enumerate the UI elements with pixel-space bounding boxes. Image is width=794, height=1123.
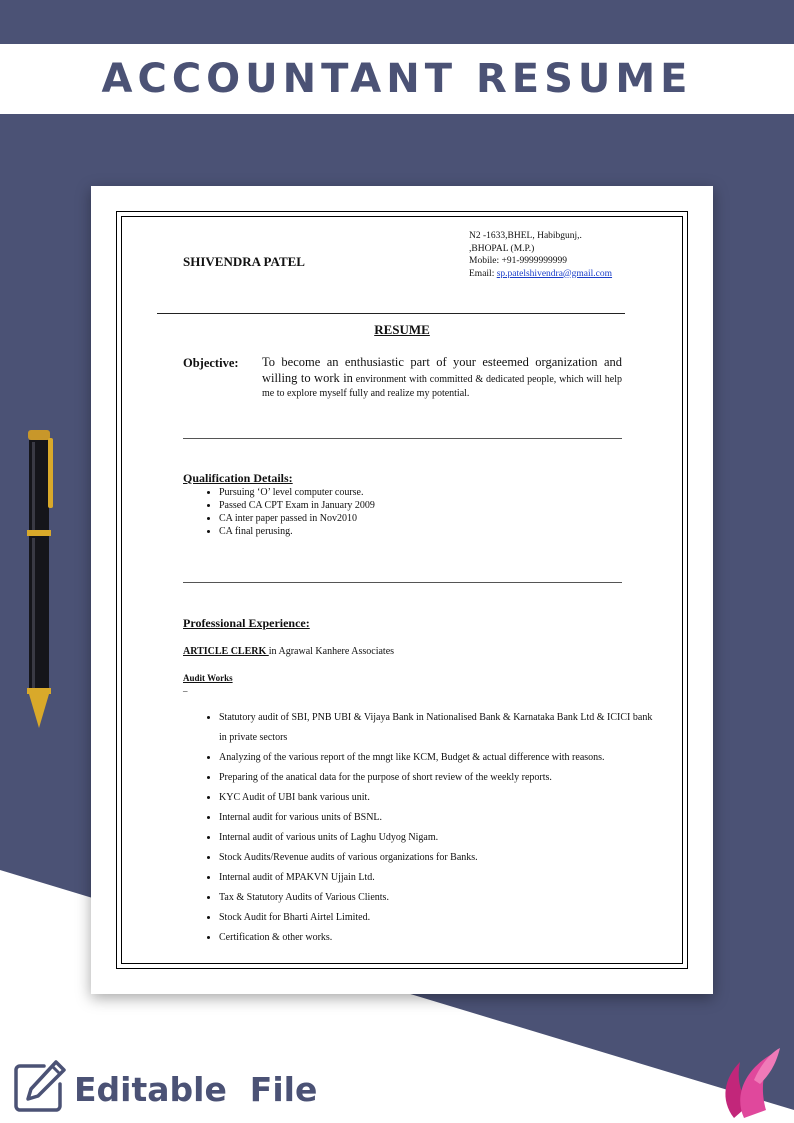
audit-heading: Audit Works [183,673,233,683]
contact-block [469,230,612,280]
pen-icon [22,430,56,730]
list-item: • Analyzing of the various report of the mngt like KCM, Budget & actual difference with reasons. [219,748,659,768]
list-item: • CA final perusing. [219,525,375,538]
divider [183,438,622,439]
divider [157,313,625,314]
email-link[interactable]: sp.patelshivendra@gmail.com [496,268,613,279]
email-label: Email: [469,268,497,279]
list-item: • Certification & other works. [219,928,659,948]
qualification-heading: Qualification Details: [183,471,293,485]
resume-heading: RESUME [374,322,430,337]
list-item: • KYC Audit of UBI bank various unit. [219,788,659,808]
list-item: • Statutory audit of SBI, PNB UBI & Vijaya Bank in Nationalised Bank & Karnataka Bank Ltd & ICICI bank in private sectors [219,708,659,748]
list-item: • Pursuing ‘O’ level computer course. [219,486,375,499]
qualification-list [183,486,375,538]
list-item: • Stock Audit for Bharti Airtel Limited. [219,908,659,928]
experience-heading: Professional Experience: [183,616,310,630]
mobile: Mobile: +91-9999999999 [469,256,567,266]
list-item: • Stock Audits/Revenue audits of various organizations for Banks. [219,848,659,868]
list-item: • Internal audit for various units of BSNL. [219,808,659,828]
list-item: • Internal audit of MPAKVN Ujjain Ltd. [219,868,659,888]
banner-title: ACCOUNTANT RESUME [101,56,693,102]
email-line [469,268,612,281]
divider [183,582,622,583]
address-line-2: ,BHOPAL (M.P.) [469,243,535,254]
address-line-1: N2 -1633,BHEL, Habibgunj,. [469,231,582,241]
list-item: • Internal audit of various units of Laghu Udyog Nigam. [219,828,659,848]
resume-document [91,186,713,994]
editable-file-label: Editable File [74,1070,318,1109]
list-item: • CA inter paper passed in Nov2010 [219,512,375,525]
list-item: • Preparing of the anatical data for the purpose of short review of the weekly reports. [219,768,659,788]
job-employer: in Agrawal Kanhere Associates [268,646,395,657]
brand-logo-icon [714,1040,784,1120]
objective-text [262,355,622,401]
audit-list [183,708,659,948]
audit-dash: – [183,686,188,696]
objective-lead: To become an enthusiastic part of your esteemed organization and willing to work in [262,355,622,385]
title-banner [0,44,794,114]
list-item: • Tax & Statutory Audits of Various Clients. [219,888,659,908]
candidate-name: SHIVENDRA PATEL [183,254,305,269]
objective-rest: environment with committed & dedicated people, which will help me to explore myself fully and realize my potential. [262,374,622,399]
list-item: • Passed CA CPT Exam in January 2009 [219,499,375,512]
objective-label: Objective: [183,356,239,370]
job-line [183,646,394,657]
job-title: ARTICLE CLERK [183,646,269,657]
edit-icon [12,1058,68,1114]
